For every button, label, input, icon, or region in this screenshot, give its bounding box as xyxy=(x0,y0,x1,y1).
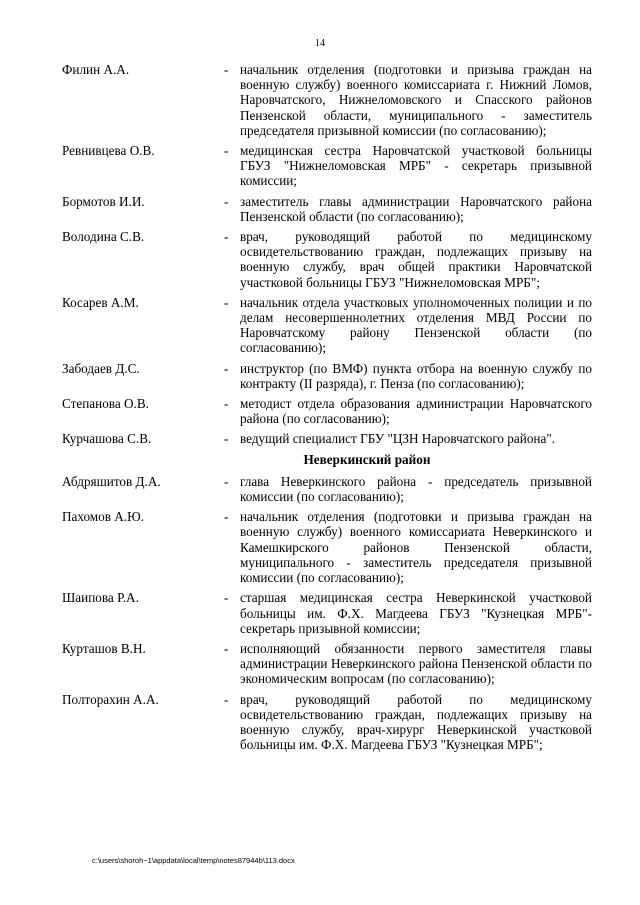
member-role: инструктор (по ВМФ) пункта отбора на военную службу по контракту (II разряда), г. Пенза (по согласованию); xyxy=(240,360,592,391)
list-item xyxy=(62,295,592,356)
list-item xyxy=(62,229,592,290)
list-item xyxy=(62,194,592,224)
member-role: старшая медицинская сестра Неверкинской участковой больницы им. Ф.Х. Магдеева ГБУЗ "Кузнецкая МРБ"- секретарь призывной комиссии; xyxy=(240,590,592,636)
member-role: глава Неверкинского района - председатель призывной комиссии (по согласованию); xyxy=(240,473,592,505)
member-name: Забодаев Д.С. xyxy=(62,360,140,376)
member-name: Абдряшитов Д.А. xyxy=(62,473,161,489)
dash-separator: - xyxy=(224,509,229,525)
member-name: Курчашова С.В. xyxy=(62,431,152,447)
dash-separator: - xyxy=(224,431,229,447)
member-role: медицинская сестра Наровчатской участковой больницы ГБУЗ "Нижнеломовская МРБ" - секретарь призывной комиссии; xyxy=(240,143,592,189)
member-role: врач, руководящий работой по медицинскому освидетельствованию граждан, подлежащих призыву на военную службу, врач-хирург Неверкинской участковой больницы им. Ф.Х. Магдеева ГБУЗ "Кузнецкая МРБ"; xyxy=(240,691,592,753)
member-role: исполняющий обязанности первого заместителя главы администрации Неверкинского района Пензенской области по экономическим вопросам (по согласованию); xyxy=(240,640,592,687)
member-role: начальник отделения (подготовки и призыва граждан на военную службу) военного комиссариата г. Нижний Ломов, Наровчатского, Нижнеломовского и Спасского районов Пензенской области, муниципального - заместитель председателя призывной комиссии (по согласованию); xyxy=(240,62,592,138)
member-name: Володина С.В. xyxy=(62,229,145,245)
member-name: Курташов В.Н. xyxy=(62,640,146,656)
list-item xyxy=(62,692,592,753)
member-name: Полторахин А.А. xyxy=(62,691,159,707)
page-number: 14 xyxy=(315,38,325,49)
member-role: заместитель главы администрации Наровчатского района Пензенской области (по согласованию); xyxy=(240,193,592,224)
dash-separator: - xyxy=(224,193,229,209)
section-title: Неверкинский район xyxy=(303,451,431,467)
member-name: Пахомов А.Ю. xyxy=(62,509,144,525)
list-item xyxy=(62,361,592,391)
list-item xyxy=(62,509,592,585)
list-item xyxy=(62,474,592,504)
member-role: начальник отдела участковых уполномоченных полиции и по делам несовершеннолетних отделения МВД России по Наровчатскому району Пензенской области (по согласованию); xyxy=(240,294,592,356)
member-role: начальник отделения (подготовки и призыва граждан на военную службу) военного комиссариата Неверкинского и Камешкирского районов Пензенской области, муниципального - заместитель председателя призывной комиссии (по согласованию); xyxy=(240,509,592,586)
dash-separator: - xyxy=(224,396,229,412)
dash-separator: - xyxy=(224,62,229,77)
member-name: Шаипова Р.А. xyxy=(62,590,139,606)
member-name: Косарев А.М. xyxy=(62,294,139,310)
dash-separator: - xyxy=(224,143,229,159)
list-item xyxy=(62,590,592,636)
member-name: Ревнивцева О.В. xyxy=(62,143,155,159)
dash-separator: - xyxy=(224,691,229,707)
commission-list xyxy=(62,62,592,757)
dash-separator: - xyxy=(224,360,229,376)
member-role: врач, руководящий работой по медицинскому освидетельствованию граждан, подлежащих призыву на военную службу, врач общей практики Наровчатской участковой больницы ГБУЗ "Нижнеломовская МРБ"; xyxy=(240,229,592,290)
list-item xyxy=(62,396,592,426)
list-item xyxy=(62,431,592,446)
dash-separator: - xyxy=(224,640,229,656)
member-name: Степанова О.В. xyxy=(62,396,149,412)
dash-separator: - xyxy=(224,473,229,489)
member-role: методист отдела образования администрации Наровчатского района (по согласованию); xyxy=(240,396,592,427)
list-item xyxy=(62,641,592,687)
dash-separator: - xyxy=(224,590,229,606)
member-name: Бормотов И.И. xyxy=(62,193,145,209)
list-item xyxy=(62,143,592,189)
list-item xyxy=(62,62,592,138)
member-role: ведущий специалист ГБУ "ЦЗН Наровчатского района". xyxy=(240,431,555,447)
member-name: Филин А.А. xyxy=(62,62,130,77)
dash-separator: - xyxy=(224,294,229,310)
footer-file-path: c:\users\shoroh~1\appdata\local\temp\notes87944b\113.docx xyxy=(92,856,295,865)
dash-separator: - xyxy=(224,229,229,245)
entries-group-naroвchat xyxy=(62,62,592,447)
entries-group-neverkino xyxy=(62,474,592,752)
